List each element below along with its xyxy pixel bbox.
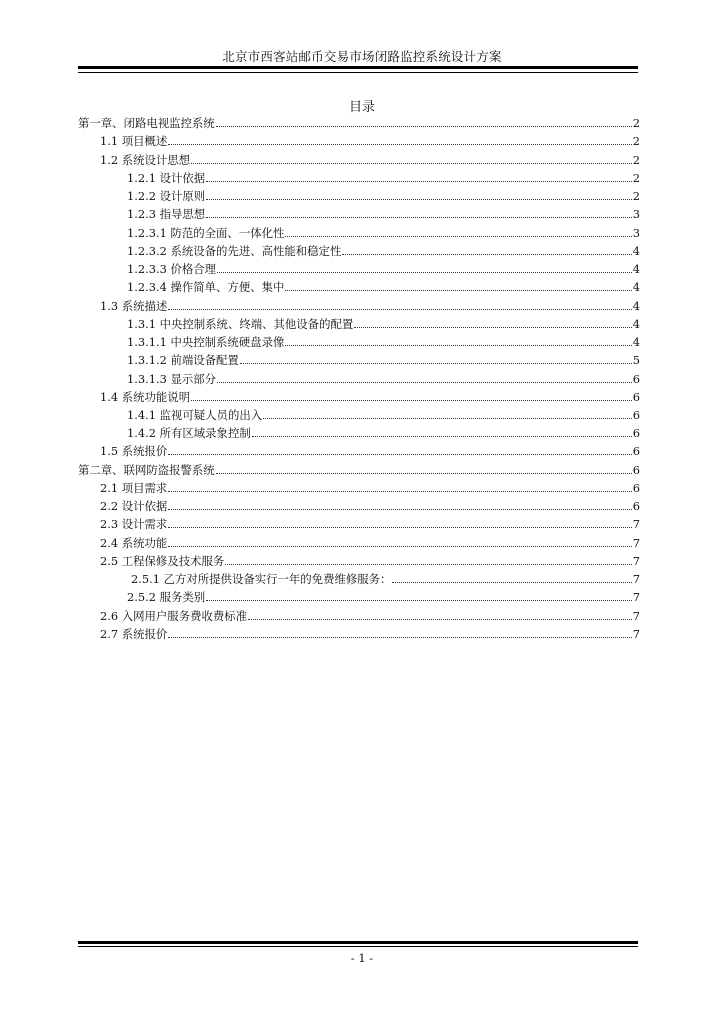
toc-entry[interactable] [78, 186, 640, 204]
toc-entry-label: 1.2.3 指导思想 [127, 207, 206, 222]
toc-entry[interactable] [78, 332, 640, 350]
header-rule-thick [78, 66, 638, 69]
toc-dot-leader [168, 636, 631, 638]
toc-entry-label: 1.2.3.1 防范的全面、一体化性 [127, 225, 285, 240]
toc-entry[interactable] [78, 423, 640, 441]
toc-entry-page-number: 7 [632, 517, 640, 532]
toc-dot-leader [206, 180, 632, 182]
toc-dot-leader [168, 143, 631, 145]
toc-dot-leader [191, 162, 632, 164]
toc-entry-label: 1.5 系统报价 [100, 444, 168, 459]
toc-dot-leader [392, 581, 631, 583]
toc-entry-label: 2.5.1 乙方对所提供设备实行一年的免费维修服务： [131, 572, 392, 587]
toc-entry-page-number: 2 [632, 152, 640, 167]
toc-dot-leader [285, 344, 631, 346]
toc-entry-page-number: 4 [632, 298, 640, 313]
toc-entry-page-number: 4 [632, 280, 640, 295]
toc-entry[interactable] [78, 459, 640, 477]
toc-entry-page-number: 3 [632, 207, 640, 222]
toc-entry-page-number: 4 [632, 316, 640, 331]
toc-entry-label: 2.5 工程保修及技术服务 [100, 553, 225, 568]
toc-dot-leader [285, 235, 631, 237]
toc-dot-leader [206, 198, 632, 200]
toc-entry[interactable] [78, 259, 640, 277]
toc-entry[interactable] [78, 295, 640, 313]
toc-entry-label: 2.5.2 服务类别 [127, 590, 206, 605]
toc-dot-leader [252, 435, 632, 437]
toc-dot-leader [216, 472, 632, 474]
toc-entry-page-number: 5 [632, 353, 640, 368]
toc-entry-label: 2.7 系统报价 [100, 626, 168, 641]
toc-entry[interactable] [78, 569, 640, 587]
toc-dot-leader [168, 508, 631, 510]
toc-entry-label: 1.2.3.2 系统设备的先进、高性能和稳定性 [127, 243, 342, 258]
toc-entry-page-number: 6 [632, 371, 640, 386]
toc-entry[interactable] [78, 496, 640, 514]
toc-dot-leader [206, 216, 632, 218]
toc-entry[interactable] [78, 624, 640, 642]
toc-dot-leader [216, 125, 632, 127]
footer-rule-thick [78, 941, 638, 944]
toc-entry[interactable] [78, 605, 640, 623]
toc-dot-leader [225, 563, 631, 565]
toc-dot-leader [168, 308, 631, 310]
toc-entry-label: 1.3.1 中央控制系统、终端、其他设备的配置 [127, 316, 354, 331]
header-rule-thin [78, 72, 638, 73]
toc-entry-label: 1.2.3.3 价格合理 [127, 262, 217, 277]
toc-dot-leader [285, 289, 631, 291]
toc-entry-page-number: 2 [632, 116, 640, 131]
toc-entry-label: 2.4 系统功能 [100, 535, 168, 550]
toc-entry[interactable] [78, 551, 640, 569]
toc-entry[interactable] [78, 514, 640, 532]
toc-entry[interactable] [78, 587, 640, 605]
toc-entry-page-number: 4 [632, 335, 640, 350]
toc-entry[interactable] [78, 478, 640, 496]
toc-entry[interactable] [78, 314, 640, 332]
toc-dot-leader [168, 453, 631, 455]
table-of-contents [78, 113, 640, 642]
toc-dot-leader [248, 618, 632, 620]
toc-entry-page-number: 7 [632, 572, 640, 587]
toc-entry-page-number: 4 [632, 243, 640, 258]
toc-entry-label: 1.4.2 所有区域录象控制 [127, 426, 251, 441]
toc-entry[interactable] [78, 441, 640, 459]
toc-entry[interactable] [78, 168, 640, 186]
toc-dot-leader [168, 490, 631, 492]
toc-dot-leader [206, 599, 632, 601]
toc-entry-label: 1.2.2 设计原则 [127, 189, 206, 204]
toc-entry-page-number: 6 [632, 499, 640, 514]
toc-entry-label: 1.2.1 设计依据 [127, 170, 206, 185]
toc-dot-leader [217, 381, 632, 383]
toc-entry-page-number: 6 [632, 462, 640, 477]
toc-dot-leader [342, 253, 631, 255]
toc-entry[interactable] [78, 532, 640, 550]
page-number: - 1 - [350, 951, 374, 965]
toc-entry-page-number: 7 [632, 608, 640, 623]
toc-entry-page-number: 6 [632, 389, 640, 404]
toc-entry[interactable] [78, 113, 640, 131]
toc-entry-page-number: 3 [632, 225, 640, 240]
toc-entry-page-number: 6 [632, 407, 640, 422]
toc-entry-page-number: 7 [632, 553, 640, 568]
toc-entry-label: 2.3 设计需求 [100, 517, 168, 532]
toc-entry-label: 1.2.3.4 操作简单、方便、集中 [127, 280, 285, 295]
toc-entry[interactable] [78, 387, 640, 405]
toc-dot-leader [217, 271, 632, 273]
toc-dot-leader [191, 399, 632, 401]
toc-entry-label: 1.1 项目概述 [100, 134, 168, 149]
toc-entry-label: 1.3 系统描述 [100, 298, 168, 313]
toc-entry-page-number: 2 [632, 189, 640, 204]
toc-dot-leader [168, 526, 631, 528]
toc-entry-label: 1.3.1.3 显示部分 [127, 371, 217, 386]
toc-entry-page-number: 2 [632, 134, 640, 149]
toc-entry[interactable] [78, 368, 640, 386]
toc-dot-leader [240, 362, 632, 364]
toc-entry-label: 1.2 系统设计思想 [100, 152, 191, 167]
toc-entry-page-number: 6 [632, 444, 640, 459]
toc-entry[interactable] [78, 149, 640, 167]
toc-entry[interactable] [78, 222, 640, 240]
toc-entry-label: 2.6 入网用户服务费收费标准 [100, 608, 248, 623]
toc-entry[interactable] [78, 131, 640, 149]
toc-entry-page-number: 7 [632, 535, 640, 550]
page-header-title: 北京市西客站邮币交易市场闭路监控系统设计方案 [222, 49, 502, 64]
toc-entry-page-number: 6 [632, 426, 640, 441]
toc-entry-page-number: 6 [632, 480, 640, 495]
toc-entry-label: 1.3.1.1 中央控制系统硬盘录像 [127, 335, 285, 350]
toc-entry-page-number: 7 [632, 626, 640, 641]
toc-entry-label: 1.4 系统功能说明 [100, 389, 191, 404]
toc-entry-label: 2.1 项目需求 [100, 480, 168, 495]
toc-entry[interactable] [78, 277, 640, 295]
toc-dot-leader [263, 417, 632, 419]
toc-entry-label: 第一章、闭路电视监控系统 [78, 116, 215, 131]
toc-entry-label: 1.3.1.2 前端设备配置 [127, 353, 239, 368]
toc-entry-page-number: 4 [632, 262, 640, 277]
toc-entry-label: 1.4.1 监视可疑人员的出入 [127, 407, 263, 422]
toc-dot-leader [354, 326, 632, 328]
toc-entry-page-number: 7 [632, 590, 640, 605]
toc-entry[interactable] [78, 405, 640, 423]
footer-rule-thin [78, 946, 638, 947]
toc-dot-leader [168, 545, 631, 547]
toc-entry[interactable] [78, 350, 640, 368]
toc-entry-page-number: 2 [632, 170, 640, 185]
toc-entry-label: 2.2 设计依据 [100, 499, 168, 514]
toc-entry[interactable] [78, 204, 640, 222]
toc-title: 目录 [348, 100, 375, 115]
toc-entry-label: 第二章、联网防盗报警系统 [78, 462, 215, 477]
toc-entry[interactable] [78, 241, 640, 259]
